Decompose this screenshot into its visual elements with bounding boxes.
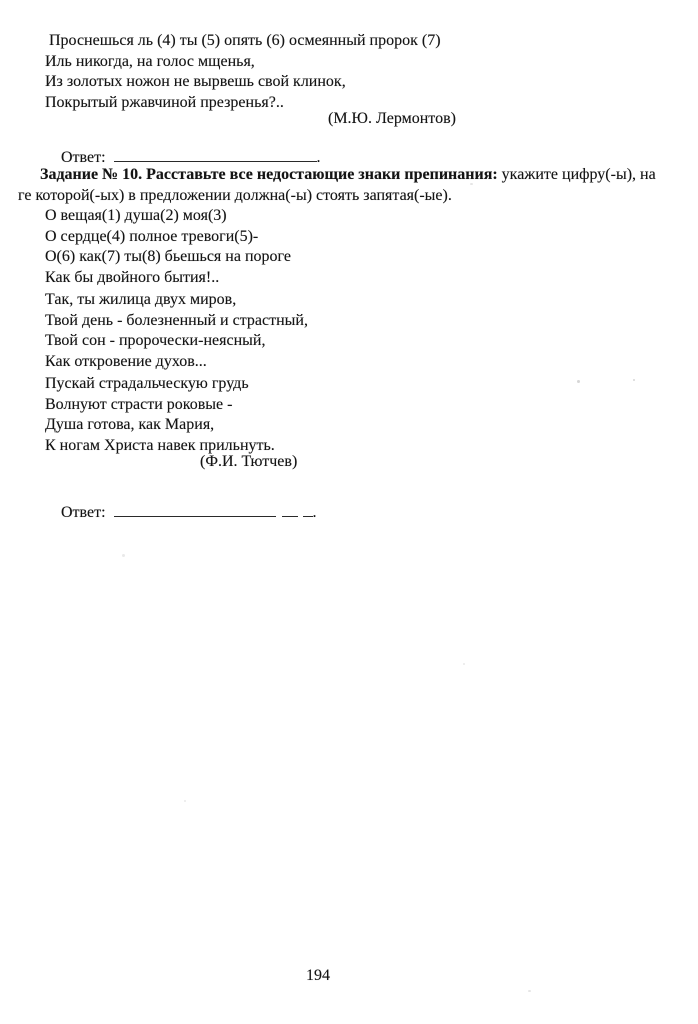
poem-line: Твой сон - пророчески-неясный, [45, 332, 266, 349]
poem-line: О вещая(1) душа(2) моя(3) [45, 207, 227, 224]
poem-lermontov [45, 31, 441, 113]
scan-speck [184, 800, 186, 802]
poem-line: Иль никогда, на голос мщенья, [45, 52, 255, 70]
poem-line: Так, ты жилица двух миров, [45, 291, 237, 308]
task-heading-line2: ге которой(-ых) в предложении должна(-ы) стоять запятая(-ые). [18, 187, 452, 204]
scan-speck [577, 380, 580, 383]
answer-blank [114, 148, 317, 162]
answer-line-2 [45, 483, 317, 543]
answer-blank [114, 503, 276, 517]
answer-label: Ответ: [61, 149, 106, 166]
answer-blank [282, 503, 298, 517]
poem-line: Душа готова, как Мария, [45, 416, 215, 433]
poem-line: К ногам Христа навек прильнуть. [45, 436, 275, 454]
answer-period: . [316, 149, 321, 166]
poem-line: Волнуют страсти роковые - [45, 395, 233, 413]
scan-speck [528, 990, 531, 992]
poem-tyutchev-stanza-3 [45, 374, 275, 456]
answer-label: Ответ: [61, 504, 106, 521]
task-heading-regular: укажите цифру(-ы), на [497, 166, 656, 183]
poem-line: Как откровение духов... [45, 352, 207, 370]
poem-line: Как бы двойного бытия!.. [45, 268, 220, 286]
scan-speck [122, 554, 125, 557]
poem-line: Пускай страдальческую грудь [45, 375, 249, 392]
poem-tyutchev-stanza-2 [45, 290, 308, 372]
poem-line: О сердце(4) полное тревоги(5)- [45, 227, 259, 245]
scan-speck [470, 183, 473, 185]
author-attribution-lermontov: (М.Ю. Лермонтов) [328, 110, 456, 127]
answer-period: . [312, 504, 317, 521]
task-heading-bold: Задание № 10. Расставьте все недостающие знаки препинания: [40, 166, 498, 183]
poem-line: О(6) как(7) ты(8) бьешься на пороге [45, 248, 291, 265]
task-heading [18, 164, 678, 206]
scan-speck [463, 663, 465, 665]
answer-blank [303, 503, 313, 517]
poem-line: Из золотых ножон не вырвешь свой клинок, [45, 73, 346, 90]
poem-line: Покрытый ржавчиной презренья?.. [45, 93, 284, 111]
author-attribution-tyutchev: (Ф.И. Тютчев) [200, 453, 298, 470]
poem-line: Твой день - болезненный и страстный, [45, 311, 308, 329]
poem-tyutchev-stanza-1 [45, 206, 291, 288]
scan-speck [633, 379, 635, 381]
poem-line: Проснешься ль (4) ты (5) опять (6) осмеянный пророк (7) [49, 32, 441, 49]
page-number: 194 [306, 967, 330, 984]
